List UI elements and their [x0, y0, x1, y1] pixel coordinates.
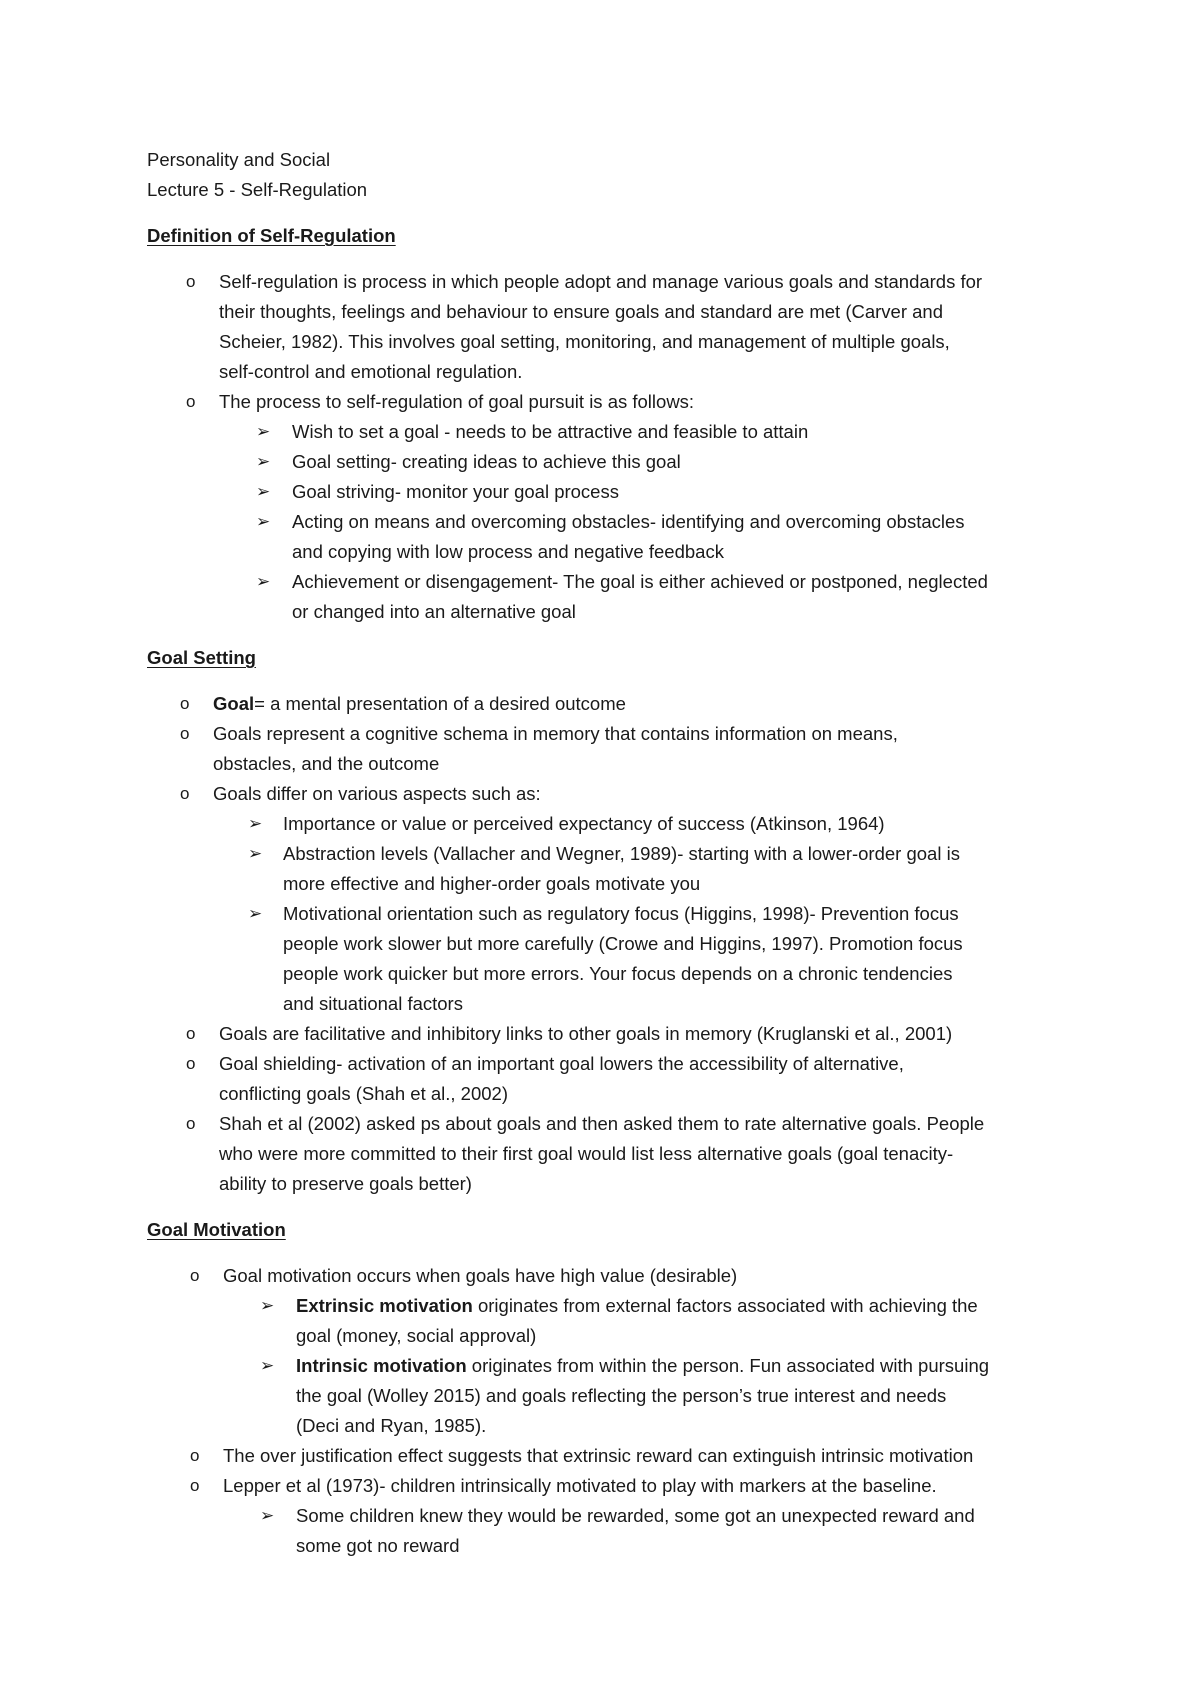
gm-sub1-line1: Extrinsic motivation originates from external factors associated with achieving the: [296, 1295, 978, 1316]
bullet-marker: o: [190, 1446, 200, 1465]
gs-sub2-line2: more effective and higher-order goals motivate you: [283, 873, 701, 894]
def-b1-line1: Self-regulation is process in which people adopt and manage various goals and standards for: [219, 271, 983, 292]
bullet-marker: o: [186, 1114, 196, 1133]
gs-b4: Goals are facilitative and inhibitory links to other goals in memory (Kruglanski et al., 2001): [219, 1023, 953, 1044]
gs-sub1: Importance or value or perceived expectancy of success (Atkinson, 1964): [283, 813, 885, 834]
def-sub4-line1: Acting on means and overcoming obstacles- identifying and overcoming obstacles: [292, 511, 965, 532]
gm-sub3-line1: Some children knew they would be rewarded, some got an unexpected reward and: [296, 1505, 975, 1526]
def-sub3: Goal striving- monitor your goal process: [292, 481, 619, 502]
arrow-bullet-icon: ➢: [256, 422, 271, 441]
gm-sub1-line2: goal (money, social approval): [296, 1325, 537, 1346]
arrow-bullet-icon: ➢: [256, 452, 271, 471]
bullet-marker: o: [186, 392, 196, 411]
def-sub1: Wish to set a goal - needs to be attractive and feasible to attain: [292, 421, 809, 442]
gs-b2-line1: Goals represent a cognitive schema in memory that contains information on means,: [213, 723, 898, 744]
arrow-bullet-icon: ➢: [256, 572, 271, 591]
arrow-bullet-icon: ➢: [256, 482, 271, 501]
def-sub2: Goal setting- creating ideas to achieve this goal: [292, 451, 681, 472]
bullet-marker: o: [180, 784, 190, 803]
def-b1-line4: self-control and emotional regulation.: [219, 361, 523, 382]
bullet-marker: o: [186, 1054, 196, 1073]
gs-b5-line1: Goal shielding- activation of an important goal lowers the accessibility of alternative,: [219, 1053, 904, 1074]
def-sub5-line1: Achievement or disengagement- The goal is either achieved or postponed, neglected: [292, 571, 988, 592]
arrow-bullet-icon: ➢: [260, 1356, 275, 1375]
heading-goal-setting: Goal Setting: [147, 647, 256, 668]
def-sub5-line2: or changed into an alternative goal: [292, 601, 576, 622]
gm-sub2-line3: (Deci and Ryan, 1985).: [296, 1415, 487, 1436]
arrow-bullet-icon: ➢: [260, 1296, 275, 1315]
gm-sub2-line2: the goal (Wolley 2015) and goals reflecting the person’s true interest and needs: [296, 1385, 947, 1406]
gs-b3: Goals differ on various aspects such as:: [213, 783, 541, 804]
gs-sub3-line3: people work quicker but more errors. Your focus depends on a chronic tendencies: [283, 963, 953, 984]
bullet-marker: o: [190, 1476, 200, 1495]
heading-definition: Definition of Self-Regulation: [147, 225, 396, 246]
gs-b6-line1: Shah et al (2002) asked ps about goals and then asked them to rate alternative goals. People: [219, 1113, 985, 1134]
gs-b5-line2: conflicting goals (Shah et al., 2002): [219, 1083, 508, 1104]
arrow-bullet-icon: ➢: [248, 814, 263, 833]
heading-goal-motivation: Goal Motivation: [147, 1219, 286, 1240]
gs-b2-line2: obstacles, and the outcome: [213, 753, 440, 774]
bullet-marker: o: [190, 1266, 200, 1285]
arrow-bullet-icon: ➢: [248, 904, 263, 923]
gs-sub2-line1: Abstraction levels (Vallacher and Wegner, 1989)- starting with a lower-order goal is: [283, 843, 960, 864]
def-sub4-line2: and copying with low process and negative feedback: [292, 541, 724, 562]
gs-sub3-line4: and situational factors: [283, 993, 463, 1014]
gs-sub3-line1: Motivational orientation such as regulatory focus (Higgins, 1998)- Prevention focus: [283, 903, 959, 924]
gm-b2: The over justification effect suggests that extrinsic reward can extinguish intrinsic motivation: [223, 1445, 974, 1466]
gm-b3: Lepper et al (1973)- children intrinsically motivated to play with markers at the baseline.: [223, 1475, 937, 1496]
lecture-title: Lecture 5 - Self-Regulation: [147, 179, 368, 200]
def-b1-line3: Scheier, 1982). This involves goal setting, monitoring, and management of multiple goals,: [219, 331, 950, 352]
course-title: Personality and Social: [147, 149, 331, 170]
gs-b1: Goal= a mental presentation of a desired outcome: [213, 693, 626, 714]
gm-sub3-line2: some got no reward: [296, 1535, 460, 1556]
arrow-bullet-icon: ➢: [260, 1506, 275, 1525]
gm-sub2-line1: Intrinsic motivation originates from within the person. Fun associated with pursuing: [296, 1355, 990, 1376]
arrow-bullet-icon: ➢: [248, 844, 263, 863]
def-b2-line1: The process to self-regulation of goal pursuit is as follows:: [219, 391, 695, 412]
bullet-marker: o: [186, 1024, 196, 1043]
bullet-marker: o: [186, 272, 196, 291]
gm-b1: Goal motivation occurs when goals have high value (desirable): [223, 1265, 738, 1286]
def-b1-line2: their thoughts, feelings and behaviour to ensure goals and standard are met (Carver and: [219, 301, 944, 322]
gs-sub3-line2: people work slower but more carefully (Crowe and Higgins, 1997). Promotion focus: [283, 933, 963, 954]
gs-b6-line3: ability to preserve goals better): [219, 1173, 472, 1194]
bullet-marker: o: [180, 694, 190, 713]
arrow-bullet-icon: ➢: [256, 512, 271, 531]
gs-b6-line2: who were more committed to their first goal would list less alternative goals (goal tenacity-: [219, 1143, 954, 1164]
bullet-marker: o: [180, 724, 190, 743]
